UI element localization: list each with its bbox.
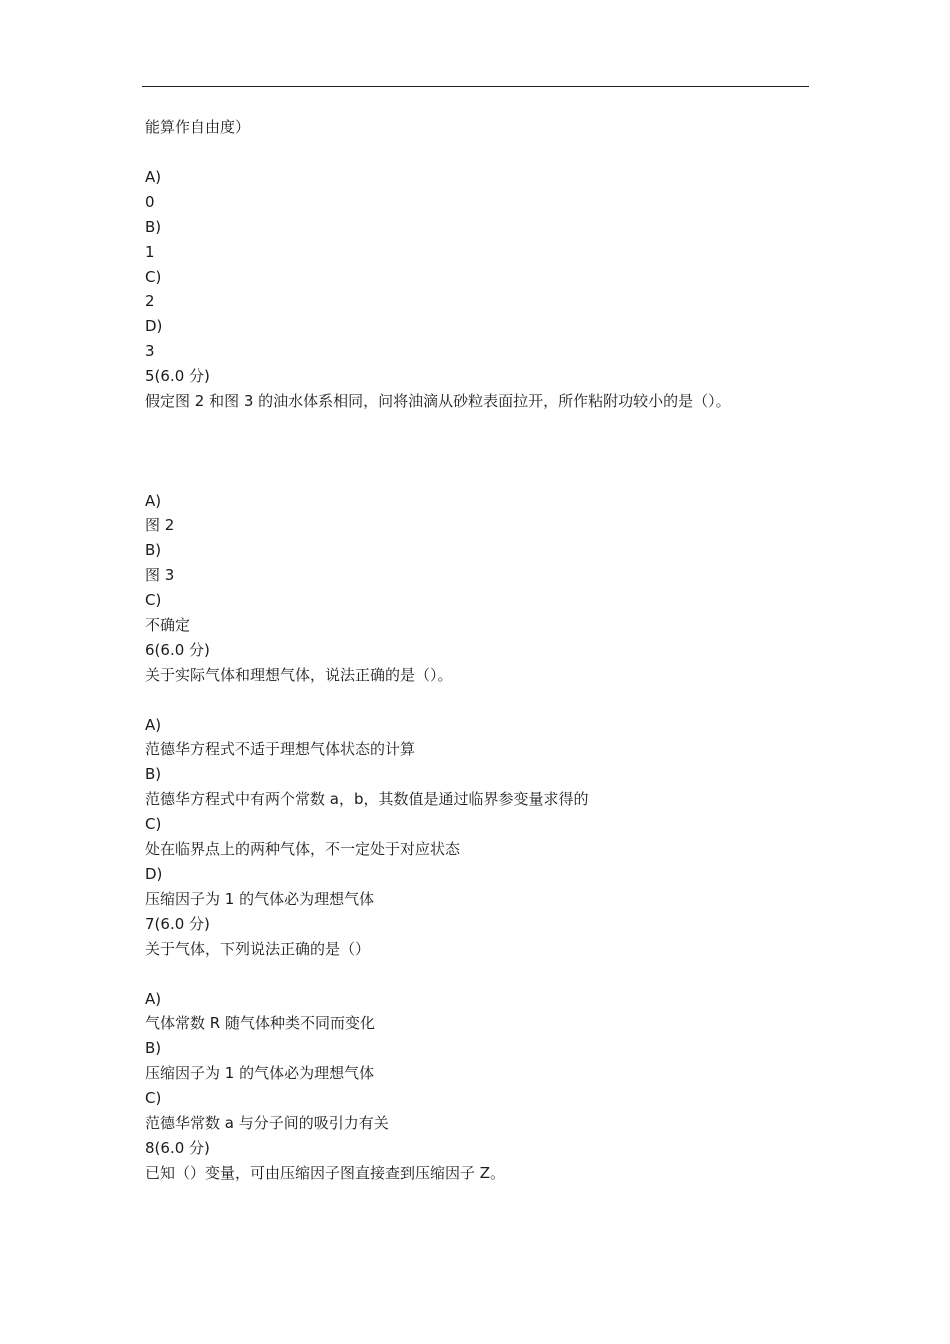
option-label: C) [145, 815, 162, 833]
question-number: 8(6.0 分) [145, 1139, 210, 1157]
option-text: 压缩因子为 1 的气体必为理想气体 [145, 890, 375, 908]
question-number: 6(6.0 分) [145, 641, 210, 659]
question-number: 7(6.0 分) [145, 915, 210, 933]
option-label: D) [145, 865, 163, 883]
option-label: C) [145, 268, 162, 286]
option-label: C) [145, 1089, 162, 1107]
option-text: 图 3 [145, 566, 175, 584]
option-text: 范德华方程式中有两个常数 a，b，其数值是通过临界参变量求得的 [145, 790, 589, 808]
option-text: 范德华常数 a 与分子间的吸引力有关 [145, 1114, 389, 1132]
question-text: 已知（）变量，可由压缩因子图直接查到压缩因子 Z。 [145, 1164, 506, 1182]
option-label: D) [145, 317, 163, 335]
option-label: A) [145, 990, 162, 1008]
question-fragment: 能算作自由度） [145, 118, 251, 136]
option-text: 2 [145, 292, 155, 310]
question-number: 5(6.0 分) [145, 367, 210, 385]
option-label: C) [145, 591, 162, 609]
option-text: 气体常数 R 随气体种类不同而变化 [145, 1014, 375, 1032]
option-label: A) [145, 716, 162, 734]
option-text: 不确定 [145, 616, 191, 634]
question-text: 关于实际气体和理想气体，说法正确的是（）。 [145, 666, 453, 684]
header-rule [142, 86, 809, 87]
question-text: 关于气体，下列说法正确的是（） [145, 940, 371, 958]
option-text: 3 [145, 342, 155, 360]
option-text: 1 [145, 243, 155, 261]
option-text: 处在临界点上的两种气体，不一定处于对应状态 [145, 840, 461, 858]
option-label: A) [145, 168, 162, 186]
option-label: A) [145, 492, 162, 510]
option-label: B) [145, 765, 162, 783]
option-text: 压缩因子为 1 的气体必为理想气体 [145, 1064, 375, 1082]
option-text: 0 [145, 193, 155, 211]
option-text: 范德华方程式不适于理想气体状态的计算 [145, 740, 416, 758]
option-label: B) [145, 1039, 162, 1057]
option-label: B) [145, 541, 162, 559]
option-text: 图 2 [145, 516, 175, 534]
question-text: 假定图 2 和图 3 的油水体系相同，问将油滴从砂粒表面拉开，所作粘附功较小的是（）。 [145, 392, 731, 410]
option-label: B) [145, 218, 162, 236]
